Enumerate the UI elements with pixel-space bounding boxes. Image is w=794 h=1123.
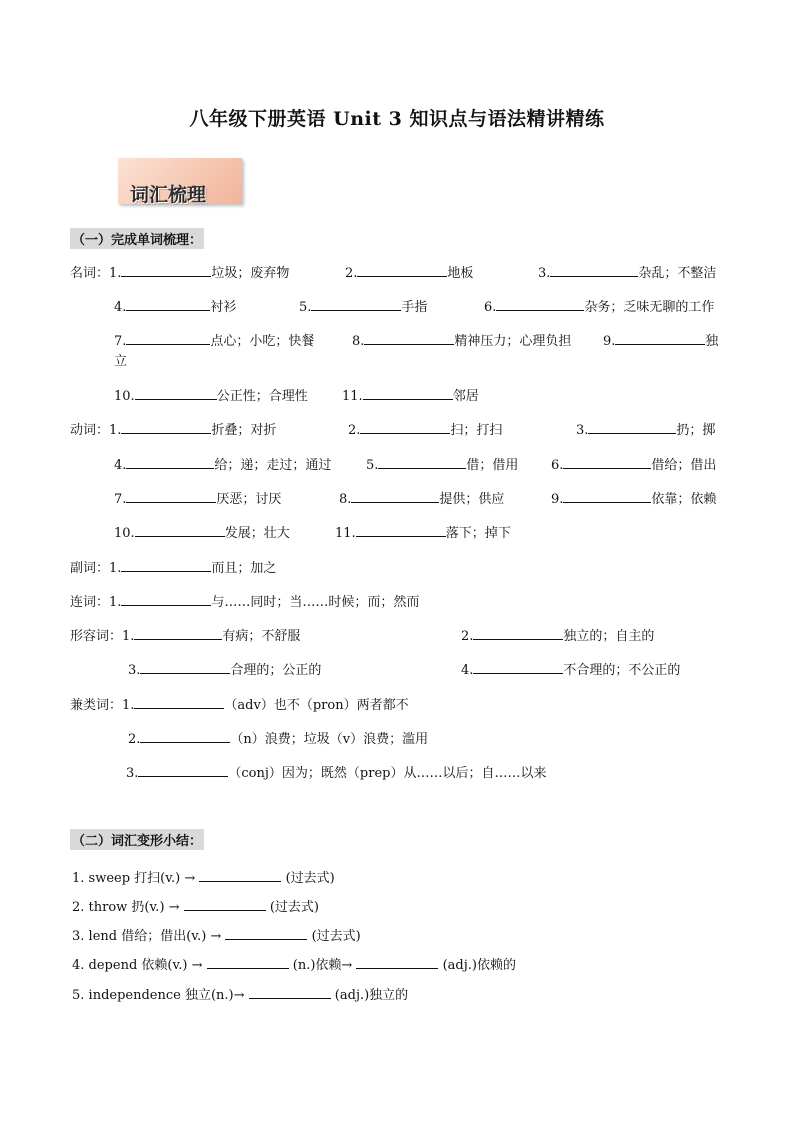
answer-blank[interactable] bbox=[225, 927, 307, 940]
answer-blank[interactable] bbox=[140, 661, 230, 674]
answer-blank[interactable] bbox=[357, 264, 447, 277]
item-meaning: 点心；小吃；快餐 bbox=[210, 334, 315, 349]
item-num: 8. bbox=[339, 492, 352, 507]
form-row bbox=[72, 896, 319, 915]
section-heading-1: （一）完成单词梳理： bbox=[70, 228, 204, 249]
banner-text: 词汇梳理 bbox=[130, 184, 207, 206]
item-meaning: 精神压力；心理负担 bbox=[454, 334, 572, 349]
adjective-item bbox=[461, 625, 654, 644]
noun-item bbox=[114, 296, 236, 315]
multi-item bbox=[126, 762, 546, 781]
answer-blank[interactable] bbox=[563, 456, 651, 469]
item-num: 2. bbox=[461, 629, 474, 644]
verb-item bbox=[114, 454, 331, 473]
answer-blank[interactable] bbox=[184, 898, 266, 911]
item-meaning: 邻居 bbox=[452, 389, 479, 404]
answer-blank[interactable] bbox=[135, 524, 225, 537]
item-meaning: 不合理的；不公正的 bbox=[563, 663, 681, 678]
answer-blank[interactable] bbox=[351, 490, 439, 503]
item-meaning: 扔；掷 bbox=[676, 423, 716, 438]
adjective-item bbox=[461, 659, 680, 678]
adverbs-label: 副词： bbox=[70, 561, 110, 576]
noun-item-wrap bbox=[114, 350, 127, 369]
item-meaning: 落下；掉下 bbox=[445, 526, 511, 541]
multi-item bbox=[128, 728, 428, 747]
verb-item bbox=[366, 454, 518, 473]
item-num: 4. bbox=[114, 300, 127, 315]
form-row bbox=[72, 867, 335, 886]
answer-blank[interactable] bbox=[207, 956, 289, 969]
item-meaning: 衬衫 bbox=[210, 300, 237, 315]
item-num: 9. bbox=[603, 334, 616, 349]
form-prompt: 1. sweep 打扫(v.) → bbox=[72, 871, 196, 886]
item-num: 1. bbox=[109, 595, 122, 610]
answer-blank[interactable] bbox=[363, 387, 453, 400]
item-meaning: 折叠；对折 bbox=[211, 423, 277, 438]
answer-blank[interactable] bbox=[134, 627, 222, 640]
item-num: 3. bbox=[126, 766, 139, 781]
item-num: 5. bbox=[299, 300, 312, 315]
item-meaning: 垃圾；废弃物 bbox=[211, 266, 290, 281]
answer-blank[interactable] bbox=[126, 490, 216, 503]
answer-blank[interactable] bbox=[588, 421, 676, 434]
form-hint: (n.)依赖→ bbox=[292, 958, 353, 973]
answer-blank[interactable] bbox=[126, 298, 210, 311]
item-meaning: 与……同时；当……时候；而；然而 bbox=[211, 595, 420, 610]
form-hint: (过去式) bbox=[285, 871, 335, 886]
item-num: 1. bbox=[122, 629, 135, 644]
item-num: 1. bbox=[109, 266, 122, 281]
item-meaning: 立 bbox=[114, 354, 128, 369]
form-row bbox=[72, 954, 516, 973]
answer-blank[interactable] bbox=[356, 956, 438, 969]
answer-blank[interactable] bbox=[615, 332, 705, 345]
answer-blank[interactable] bbox=[496, 298, 584, 311]
item-meaning: （conj）因为；既然（prep）从……以后；自……以来 bbox=[228, 766, 547, 781]
answer-blank[interactable] bbox=[121, 559, 211, 572]
noun-item bbox=[352, 330, 571, 349]
answer-blank[interactable] bbox=[135, 387, 217, 400]
answer-blank[interactable] bbox=[356, 524, 446, 537]
form-row bbox=[72, 984, 408, 1003]
answer-blank[interactable] bbox=[249, 986, 331, 999]
nouns-row-1 bbox=[70, 262, 289, 281]
verb-item bbox=[339, 488, 504, 507]
item-num: 10. bbox=[114, 389, 135, 404]
answer-blank[interactable] bbox=[126, 332, 210, 345]
form-hint: (过去式) bbox=[269, 900, 319, 915]
answer-blank[interactable] bbox=[378, 456, 466, 469]
item-num: 3. bbox=[128, 663, 141, 678]
form-hint: (adj.)独立的 bbox=[334, 988, 409, 1003]
answer-blank[interactable] bbox=[126, 456, 214, 469]
item-num: 1. bbox=[109, 423, 122, 438]
form-prompt: 4. depend 依赖(v.) → bbox=[72, 958, 203, 973]
item-num: 2. bbox=[345, 266, 358, 281]
verb-item bbox=[551, 454, 716, 473]
item-meaning: 手指 bbox=[401, 300, 428, 315]
answer-blank[interactable] bbox=[364, 332, 454, 345]
form-hint: (过去式) bbox=[311, 929, 361, 944]
form-prompt: 2. throw 扔(v.) → bbox=[72, 900, 180, 915]
item-meaning: 独 bbox=[705, 334, 719, 349]
answer-blank[interactable] bbox=[473, 661, 563, 674]
adjectives-label: 形容词： bbox=[70, 629, 123, 644]
verb-item bbox=[576, 419, 715, 438]
adjective-item bbox=[128, 659, 321, 678]
noun-item bbox=[345, 262, 473, 281]
adverbs-row bbox=[70, 557, 276, 576]
answer-blank[interactable] bbox=[121, 421, 211, 434]
answer-blank[interactable] bbox=[550, 264, 638, 277]
item-meaning: 杂乱；不整洁 bbox=[638, 266, 717, 281]
answer-blank[interactable] bbox=[140, 730, 230, 743]
item-meaning: 扫；打扫 bbox=[450, 423, 503, 438]
item-meaning: 独立的；自主的 bbox=[563, 629, 655, 644]
noun-item bbox=[114, 385, 308, 404]
adjectives-row-1 bbox=[70, 625, 300, 644]
item-meaning: 有病；不舒服 bbox=[222, 629, 301, 644]
form-row bbox=[72, 925, 361, 944]
answer-blank[interactable] bbox=[360, 421, 450, 434]
item-meaning: 地板 bbox=[447, 266, 474, 281]
verb-item bbox=[114, 522, 290, 541]
item-num: 5. bbox=[366, 458, 379, 473]
verb-item bbox=[335, 522, 511, 541]
noun-item bbox=[114, 330, 314, 349]
item-meaning: 公正性；合理性 bbox=[216, 389, 308, 404]
item-meaning: 借；借用 bbox=[466, 458, 519, 473]
item-meaning: 提供；供应 bbox=[439, 492, 505, 507]
verbs-label: 动词： bbox=[70, 423, 110, 438]
item-meaning: 依靠；依赖 bbox=[651, 492, 717, 507]
item-num: 6. bbox=[484, 300, 497, 315]
answer-blank[interactable] bbox=[134, 696, 224, 709]
form-hint: (adj.)依赖的 bbox=[442, 958, 516, 973]
form-prompt: 5. independence 独立(n.)→ bbox=[72, 988, 245, 1003]
nouns-label: 名词： bbox=[70, 266, 110, 281]
item-num: 9. bbox=[551, 492, 564, 507]
noun-item bbox=[342, 385, 479, 404]
item-meaning: 给；递；走过；通过 bbox=[214, 458, 332, 473]
multi-row-1 bbox=[70, 694, 409, 713]
item-num: 7. bbox=[114, 492, 127, 507]
answer-blank[interactable] bbox=[121, 264, 211, 277]
verb-item bbox=[348, 419, 502, 438]
item-meaning: 厌恶；讨厌 bbox=[216, 492, 282, 507]
form-prompt: 3. lend 借给；借出(v.) → bbox=[72, 929, 222, 944]
answer-blank[interactable] bbox=[311, 298, 401, 311]
conjunctions-label: 连词： bbox=[70, 595, 110, 610]
noun-item bbox=[603, 330, 718, 349]
multi-label: 兼类词： bbox=[70, 698, 123, 713]
noun-item bbox=[538, 262, 716, 281]
item-num: 10. bbox=[114, 526, 135, 541]
page-title: 八年级下册英语 Unit 3 知识点与语法精讲精练 bbox=[189, 108, 605, 130]
item-meaning: 发展；壮大 bbox=[224, 526, 290, 541]
item-meaning: （n）浪费；垃圾（v）浪费；滥用 bbox=[230, 732, 429, 747]
item-meaning: 杂务；乏味无聊的工作 bbox=[584, 300, 715, 315]
item-num: 4. bbox=[461, 663, 474, 678]
section-banner bbox=[118, 158, 242, 204]
verbs-row-1 bbox=[70, 419, 276, 438]
item-num: 1. bbox=[109, 561, 122, 576]
verb-item bbox=[551, 488, 716, 507]
item-num: 2. bbox=[348, 423, 361, 438]
item-num: 1. bbox=[122, 698, 135, 713]
item-meaning: 合理的；公正的 bbox=[230, 663, 322, 678]
answer-blank[interactable] bbox=[199, 869, 281, 882]
conjunctions-row bbox=[70, 591, 419, 610]
answer-blank[interactable] bbox=[473, 627, 563, 640]
noun-item bbox=[299, 296, 427, 315]
item-num: 3. bbox=[576, 423, 589, 438]
item-meaning: 而且；加之 bbox=[211, 561, 277, 576]
answer-blank[interactable] bbox=[121, 593, 211, 606]
item-num: 4. bbox=[114, 458, 127, 473]
answer-blank[interactable] bbox=[138, 764, 228, 777]
noun-item bbox=[484, 296, 714, 315]
item-num: 7. bbox=[114, 334, 127, 349]
item-num: 6. bbox=[551, 458, 564, 473]
section-heading-2: （二）词汇变形小结： bbox=[70, 829, 204, 850]
verb-item bbox=[114, 488, 281, 507]
item-meaning: 借给；借出 bbox=[651, 458, 717, 473]
item-num: 11. bbox=[342, 389, 363, 404]
item-meaning: （adv）也不（pron）两者都不 bbox=[224, 698, 409, 713]
item-num: 2. bbox=[128, 732, 141, 747]
answer-blank[interactable] bbox=[563, 490, 651, 503]
item-num: 3. bbox=[538, 266, 551, 281]
item-num: 11. bbox=[335, 526, 356, 541]
item-num: 8. bbox=[352, 334, 365, 349]
